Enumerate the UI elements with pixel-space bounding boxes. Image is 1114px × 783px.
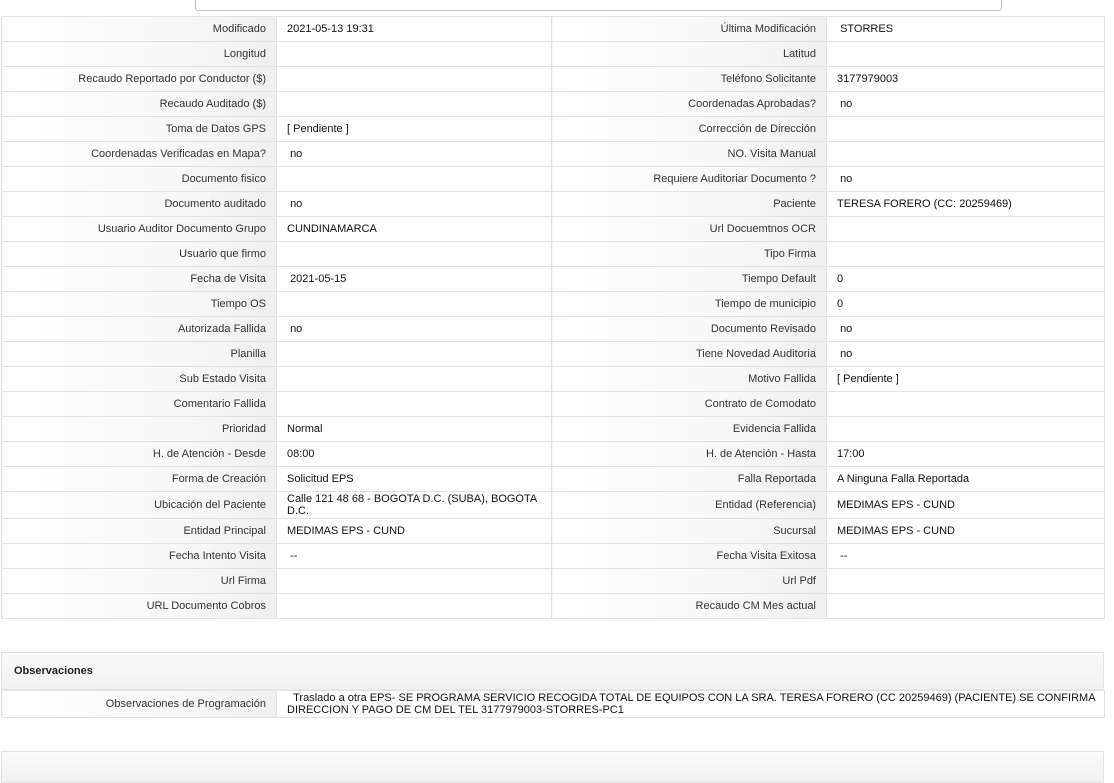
detail-row bbox=[2, 492, 1105, 519]
field-label: Tiene Novedad Auditoria bbox=[552, 342, 827, 367]
field-label: Tiempo OS bbox=[2, 292, 277, 317]
next-section-header bbox=[1, 751, 1104, 783]
field-label: Paciente bbox=[552, 192, 827, 217]
field-label: Requiere Auditoriar Documento ? bbox=[552, 167, 827, 192]
field-value bbox=[277, 492, 552, 519]
field-label: Recaudo Auditado ($) bbox=[2, 92, 277, 117]
field-label: Latitud bbox=[552, 42, 827, 67]
field-value-text: -- bbox=[837, 550, 848, 562]
field-value bbox=[827, 167, 1105, 192]
field-value bbox=[277, 242, 552, 267]
detail-row bbox=[2, 92, 1105, 117]
observaciones-section-header bbox=[1, 652, 1104, 692]
field-label: Fecha Intento Visita bbox=[2, 544, 277, 569]
field-value-text: no bbox=[287, 148, 303, 160]
field-label: Corrección de Dirección bbox=[552, 117, 827, 142]
field-value bbox=[277, 67, 552, 92]
field-value bbox=[827, 519, 1105, 544]
detail-row bbox=[2, 519, 1105, 544]
field-value-text: no bbox=[837, 323, 853, 335]
field-value bbox=[827, 92, 1105, 117]
field-label: Forma de Creación bbox=[2, 467, 277, 492]
field-value-text: TERESA FORERO (CC: 20259469) bbox=[837, 198, 1012, 210]
detail-row bbox=[2, 192, 1105, 217]
field-label: Coordenadas Aprobadas? bbox=[552, 92, 827, 117]
detail-row bbox=[2, 217, 1105, 242]
field-value bbox=[827, 217, 1105, 242]
field-value bbox=[277, 569, 552, 594]
observaciones-value: Traslado a otra EPS- SE PROGRAMA SERVICIO RECOGIDA TOTAL DE EQUIPOS CON LA SRA. TERESA FORERO (CC 20259469) (PACIENTE) SE CONFIRMA DIRECCION Y PAGO DE CM DEL TEL 3177979003-STORRES-PC1 bbox=[277, 691, 1105, 718]
field-value-text: 2021-05-13 19:31 bbox=[287, 23, 374, 35]
field-value bbox=[827, 317, 1105, 342]
field-value bbox=[827, 242, 1105, 267]
field-value-text: 3177979003 bbox=[837, 73, 899, 85]
field-value bbox=[277, 42, 552, 67]
detail-row bbox=[2, 17, 1105, 42]
field-value bbox=[827, 42, 1105, 67]
detail-row bbox=[2, 317, 1105, 342]
field-value-text: A Ninguna Falla Reportada bbox=[837, 473, 970, 485]
field-value-text: MEDIMAS EPS - CUND bbox=[287, 525, 405, 537]
field-value bbox=[827, 492, 1105, 519]
field-value-text: 0 bbox=[837, 273, 844, 285]
field-label: Sucursal bbox=[552, 519, 827, 544]
observaciones-title: Observaciones bbox=[14, 665, 93, 677]
field-value bbox=[827, 192, 1105, 217]
field-value bbox=[827, 292, 1105, 317]
field-value bbox=[827, 117, 1105, 142]
field-value-text: no bbox=[837, 98, 853, 110]
field-value-text: [ Pendiente ] bbox=[837, 373, 899, 385]
field-value bbox=[277, 267, 552, 292]
field-value-text: -- bbox=[287, 550, 298, 562]
field-label: Coordenadas Verificadas en Mapa? bbox=[2, 142, 277, 167]
visit-details-body bbox=[2, 17, 1105, 619]
field-value-text: Solicitud EPS bbox=[287, 473, 354, 485]
field-value-text: no bbox=[837, 348, 853, 360]
detail-row bbox=[2, 342, 1105, 367]
detail-row bbox=[2, 569, 1105, 594]
field-label: Contrato de Comodato bbox=[552, 392, 827, 417]
detail-row bbox=[2, 142, 1105, 167]
detail-row bbox=[2, 167, 1105, 192]
field-label: Planilla bbox=[2, 342, 277, 367]
field-value bbox=[827, 17, 1105, 42]
field-label: Usuario que firmo bbox=[2, 242, 277, 267]
field-label: Ubicación del Paciente bbox=[2, 492, 277, 519]
field-label: Documento fisico bbox=[2, 167, 277, 192]
field-label: Fecha Visita Exitosa bbox=[552, 544, 827, 569]
field-value bbox=[277, 142, 552, 167]
field-value-text: 17:00 bbox=[837, 448, 865, 460]
field-label: Prioridad bbox=[2, 417, 277, 442]
field-value bbox=[827, 569, 1105, 594]
detail-row bbox=[2, 417, 1105, 442]
field-label: Entidad Principal bbox=[2, 519, 277, 544]
field-value bbox=[277, 292, 552, 317]
field-value bbox=[827, 342, 1105, 367]
field-label: Comentario Fallida bbox=[2, 392, 277, 417]
detail-row bbox=[2, 42, 1105, 67]
field-label: Toma de Datos GPS bbox=[2, 117, 277, 142]
field-value bbox=[277, 417, 552, 442]
field-label: Recaudo CM Mes actual bbox=[552, 594, 827, 619]
field-value-text: 08:00 bbox=[287, 448, 315, 460]
field-value bbox=[827, 544, 1105, 569]
field-value bbox=[277, 217, 552, 242]
field-value bbox=[277, 544, 552, 569]
field-label: Url Pdf bbox=[552, 569, 827, 594]
field-label: Tipo Firma bbox=[552, 242, 827, 267]
field-value-text: no bbox=[837, 173, 853, 185]
detail-row bbox=[2, 242, 1105, 267]
field-value bbox=[827, 594, 1105, 619]
detail-row bbox=[2, 544, 1105, 569]
field-label: Recaudo Reportado por Conductor ($) bbox=[2, 67, 277, 92]
detail-row bbox=[2, 467, 1105, 492]
field-value bbox=[277, 467, 552, 492]
field-label: URL Documento Cobros bbox=[2, 594, 277, 619]
detail-row bbox=[2, 442, 1105, 467]
field-label: Entidad (Referencia) bbox=[552, 492, 827, 519]
field-value-text: no bbox=[287, 198, 303, 210]
detail-row bbox=[2, 67, 1105, 92]
field-value bbox=[277, 192, 552, 217]
field-value bbox=[827, 267, 1105, 292]
field-label: Modificado bbox=[2, 17, 277, 42]
field-label: Última Modificación bbox=[552, 17, 827, 42]
detail-row bbox=[2, 594, 1105, 619]
field-value bbox=[277, 17, 552, 42]
field-value bbox=[277, 594, 552, 619]
field-label: Evidencia Fallida bbox=[552, 417, 827, 442]
field-value-text: 2021-05-15 bbox=[287, 273, 347, 285]
top-input-box[interactable] bbox=[195, 0, 1002, 11]
field-value bbox=[827, 392, 1105, 417]
field-label: NO. Visita Manual bbox=[552, 142, 827, 167]
field-label: H. de Atención - Hasta bbox=[552, 442, 827, 467]
field-value-text: Normal bbox=[287, 423, 323, 435]
field-label: Autorizada Fallida bbox=[2, 317, 277, 342]
detail-row bbox=[2, 367, 1105, 392]
field-value bbox=[277, 317, 552, 342]
field-value-text: MEDIMAS EPS - CUND bbox=[837, 525, 955, 537]
field-label: Usuario Auditor Documento Grupo bbox=[2, 217, 277, 242]
field-value bbox=[277, 92, 552, 117]
field-value bbox=[277, 367, 552, 392]
field-value-text: MEDIMAS EPS - CUND bbox=[837, 499, 955, 511]
field-label: Documento Revisado bbox=[552, 317, 827, 342]
observaciones-table bbox=[1, 690, 1105, 718]
field-label: Fecha de Visita bbox=[2, 267, 277, 292]
field-label: Teléfono Solicitante bbox=[552, 67, 827, 92]
field-value-text: [ Pendiente ] bbox=[287, 123, 349, 135]
field-label: Tiempo Default bbox=[552, 267, 827, 292]
field-value bbox=[827, 67, 1105, 92]
field-value-text: no bbox=[287, 323, 303, 335]
field-value-text: STORRES bbox=[837, 23, 894, 35]
field-label: H. de Atención - Desde bbox=[2, 442, 277, 467]
detail-row bbox=[2, 267, 1105, 292]
detail-row bbox=[2, 392, 1105, 417]
field-label: Falla Reportada bbox=[552, 467, 827, 492]
observaciones-row bbox=[2, 691, 1105, 718]
field-value bbox=[827, 442, 1105, 467]
field-label: Documento auditado bbox=[2, 192, 277, 217]
visit-details-table bbox=[1, 16, 1105, 619]
observaciones-label: Observaciones de Programación bbox=[2, 691, 277, 718]
field-value bbox=[277, 342, 552, 367]
field-label: Sub Estado Visita bbox=[2, 367, 277, 392]
detail-row bbox=[2, 292, 1105, 317]
field-label: Motivo Fallida bbox=[552, 367, 827, 392]
field-value bbox=[277, 519, 552, 544]
field-label: Url Docuemtnos OCR bbox=[552, 217, 827, 242]
field-value bbox=[827, 367, 1105, 392]
field-value bbox=[277, 117, 552, 142]
field-value-text: 0 bbox=[837, 298, 844, 310]
field-label: Tiempo de municipio bbox=[552, 292, 827, 317]
field-value bbox=[277, 392, 552, 417]
field-value-text: CUNDINAMARCA bbox=[287, 223, 377, 235]
field-label: Longitud bbox=[2, 42, 277, 67]
field-value bbox=[277, 167, 552, 192]
field-value bbox=[827, 417, 1105, 442]
field-value bbox=[827, 142, 1105, 167]
field-value bbox=[277, 442, 552, 467]
detail-row bbox=[2, 117, 1105, 142]
field-label: Url Firma bbox=[2, 569, 277, 594]
field-value-text: Calle 121 48 68 - BOGOTA D.C. (SUBA), BOGOTA D.C. bbox=[287, 493, 540, 517]
field-value bbox=[827, 467, 1105, 492]
